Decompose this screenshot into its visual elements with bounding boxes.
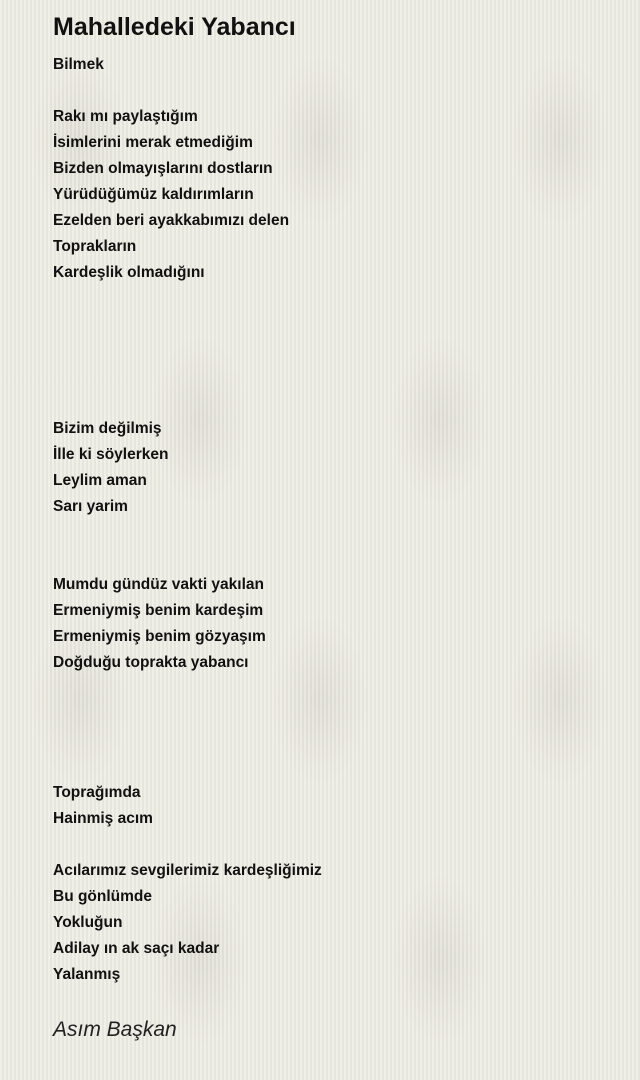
- stanza-break: [53, 728, 613, 754]
- poem-line: Doğduğu toprakta yabancı: [53, 654, 249, 671]
- poem-line: Ezelden beri ayakkabımızı delen: [53, 212, 290, 229]
- poem-line: İsimlerini merak etmediğim: [53, 134, 253, 151]
- poem-author: Asım Başkan: [53, 1018, 177, 1041]
- poem-line: Toprağımda: [53, 784, 141, 801]
- poem-line: Acılarımız sevgilerimiz kardeşliğimiz: [53, 862, 322, 879]
- stanza-break: [53, 546, 613, 572]
- stanza-break: [53, 676, 613, 702]
- stanza-break: [53, 390, 613, 416]
- poem-line: Mumdu gündüz vakti yakılan: [53, 576, 264, 593]
- poem-line: Bizden olmayışlarını dostların: [53, 160, 273, 177]
- poem-line: Leylim aman: [53, 472, 147, 489]
- stanza-break: [53, 832, 613, 858]
- poem-line: Ermeniymiş benim gözyaşım: [53, 628, 266, 645]
- stanza-break: [53, 338, 613, 364]
- poem-line: İlle ki söylerken: [53, 446, 169, 463]
- poem-line: Kardeşlik olmadığını: [53, 264, 205, 281]
- poem-title: Mahalledeki Yabancı: [53, 13, 296, 41]
- stanza-break: [53, 78, 613, 104]
- stanza-break: [53, 312, 613, 338]
- poem-line: Ermeniymiş benim kardeşim: [53, 602, 264, 619]
- poem-line: Bu gönlümde: [53, 888, 153, 905]
- stanza-break: [53, 702, 613, 728]
- poem-line: Yalanmış: [53, 966, 121, 983]
- stanza-break: [53, 364, 613, 390]
- poem-container: [53, 12, 613, 988]
- poem-line: Sarı yarim: [53, 498, 128, 515]
- poem-line: Bizim değilmiş: [53, 420, 162, 437]
- poem-body: [53, 52, 613, 988]
- poem-line: Yürüdüğümüz kaldırımların: [53, 186, 254, 203]
- poem-line: Rakı mı paylaştığım: [53, 108, 198, 125]
- poem-line: Toprakların: [53, 238, 137, 255]
- poem-line: Adilay ın ak saçı kadar: [53, 940, 220, 957]
- poem-line: Yokluğun: [53, 914, 123, 931]
- stanza-break: [53, 520, 613, 546]
- stanza-break: [53, 754, 613, 780]
- poem-line: Bilmek: [53, 56, 104, 73]
- poem-line: Hainmiş acım: [53, 810, 153, 827]
- stanza-break: [53, 286, 613, 312]
